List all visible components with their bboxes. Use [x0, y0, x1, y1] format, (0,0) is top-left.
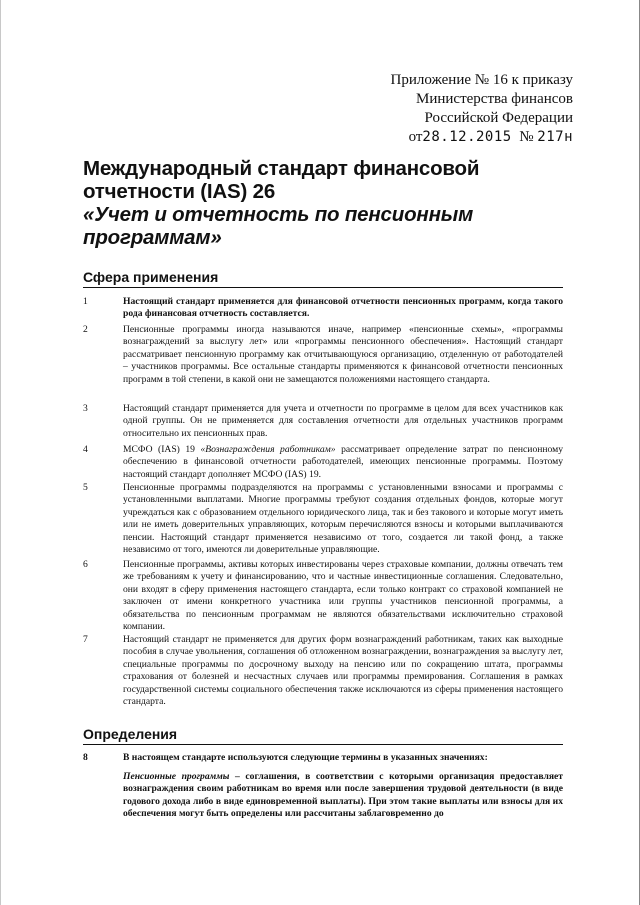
paragraph-7: [83, 634, 563, 708]
document-title: [83, 157, 553, 249]
paragraph-text: Пенсионные программы, активы которых инвестированы через страховые компании, должны отвечать тем же требованиям к учету и финансированию, что и частные инвестиционные соглашения. Следовательно, они входят в сферу применения настоящего стандарта, если только контракт со страховой компанией не заключен от имени конкретного участника или группы участников пенсионной программы, а обязательства по пенсионным программам не являются обязательствами исключительно страховой компании.: [123, 559, 563, 633]
header-line-ministry: Министерства финансов: [416, 91, 573, 107]
standard-name-italic: «Вознаграждения работникам»: [200, 444, 336, 455]
paragraph-number: 8: [83, 752, 88, 763]
definition-body: – соглашения, в соответствии с которыми организация предоставляет вознаграждения своим работникам во время или после завершения трудовой деятельности (в виде годового дохода либо в виде единовременной выплаты). При этом такие выплаты или взносы для их обеспечения могут быть определены или рассчитаны заблаговременно до: [123, 771, 563, 820]
definition-text: [123, 771, 563, 821]
date-prefix: от: [408, 129, 423, 145]
header-line-date-number: [333, 128, 573, 147]
paragraph-2: [83, 324, 563, 386]
paragraph-3: [83, 403, 563, 440]
title-line-subject: «Учет и отчетность по пенсионным программам»: [83, 203, 474, 249]
paragraph-text-part: рассматривает определение затрат по пенсионному обеспечению в финансовой отчетности работодателей, имеющих пенсионные программы. Поэтому настоящий стандарт дополняет МСФО (IAS) 19.: [123, 444, 563, 480]
paragraph-text: Настоящий стандарт применяется для учета и отчетности по программе в целом для всех участников как одной группы. Он не применяется для составления отчетности для отдельных участников программ относительно их пенсионных прав.: [123, 403, 563, 439]
paragraph-text: В настоящем стандарте используются следующие термины в указанных значениях:: [123, 752, 488, 763]
paragraph-text: Настоящий стандарт применяется для финансовой отчетности пенсионных программ, когда такого рода финансовая отчетность составляется.: [123, 296, 563, 320]
paragraph-number: 5: [83, 482, 88, 493]
paragraph-number: 2: [83, 324, 88, 335]
paragraph-text: Пенсионные программы подразделяются на программы с установленными взносами и программы с установленными выплатами. Многие программы требуют создания отдельных фондов, которые могут учреждаться как с образованием отдельного юридического лица, так и без такового и которые могут иметь или не иметь доверительных управляющих, которым перечисляются взносы и которыми выплачиваются пенсии. Настоящий стандарт применяется независимо от того, создается ли такой фонд, а также независимо от того, имеются ли доверительные управляющие.: [123, 482, 563, 556]
paragraph-number: 7: [83, 634, 88, 645]
paragraph-text: Настоящий стандарт не применяется для других форм вознаграждений работникам, таких как выходные пособия в случае увольнения, соглашения об отложенном вознаграждении, вознаграждения за выслугу лет, специальные программы по досрочному выходу на пенсию или по сокращению штата, программы страхования от болезней и несчастных случаев или программы премирования. Соглашения в рамках государственной системы социального обеспечения также исключаются из сферы применения настоящего стандарта.: [123, 634, 563, 708]
section-heading-definitions: Определения: [83, 726, 563, 745]
paragraph-5: [83, 482, 563, 556]
paragraph-6: [83, 559, 563, 633]
order-appendix-header: [333, 71, 573, 147]
header-line-appendix: Приложение № 16 к приказу: [390, 72, 573, 88]
order-number: 217н: [537, 129, 573, 145]
defined-term: Пенсионные программы: [123, 771, 230, 782]
paragraph-4: [83, 444, 563, 481]
paragraph-number: 6: [83, 559, 88, 570]
title-line-standard: Международный стандарт финансовой отчетности (IAS) 26: [83, 157, 480, 203]
paragraph-text: [123, 444, 563, 481]
paragraph-number: 3: [83, 403, 88, 414]
paragraph-1: [83, 296, 563, 321]
header-line-country: Российской Федерации: [424, 110, 573, 126]
paragraph-text-part: МСФО (IAS) 19: [123, 444, 201, 455]
paragraph-8: [83, 752, 563, 764]
section-heading-scope: Сфера применения: [83, 269, 563, 288]
paragraph-number: 1: [83, 296, 88, 307]
paragraph-number: 4: [83, 444, 88, 455]
order-date: 28.12.2015: [422, 129, 512, 145]
definition-pension-programs: [83, 771, 563, 821]
number-prefix: №: [519, 129, 534, 145]
paragraph-text: Пенсионные программы иногда называются иначе, например «пенсионные схемы», «программы вознаграждений за выслугу лет» или «программы пенсионного обеспечения». Настоящий стандарт рассматривает пенсионную программу как отчитывающуюся организацию, отделенную от работодателей – участников программы. Все остальные стандарты применяются к финансовой отчетности пенсионных программ в той степени, в какой они не замещаются положениями настоящего стандарта.: [123, 324, 563, 385]
